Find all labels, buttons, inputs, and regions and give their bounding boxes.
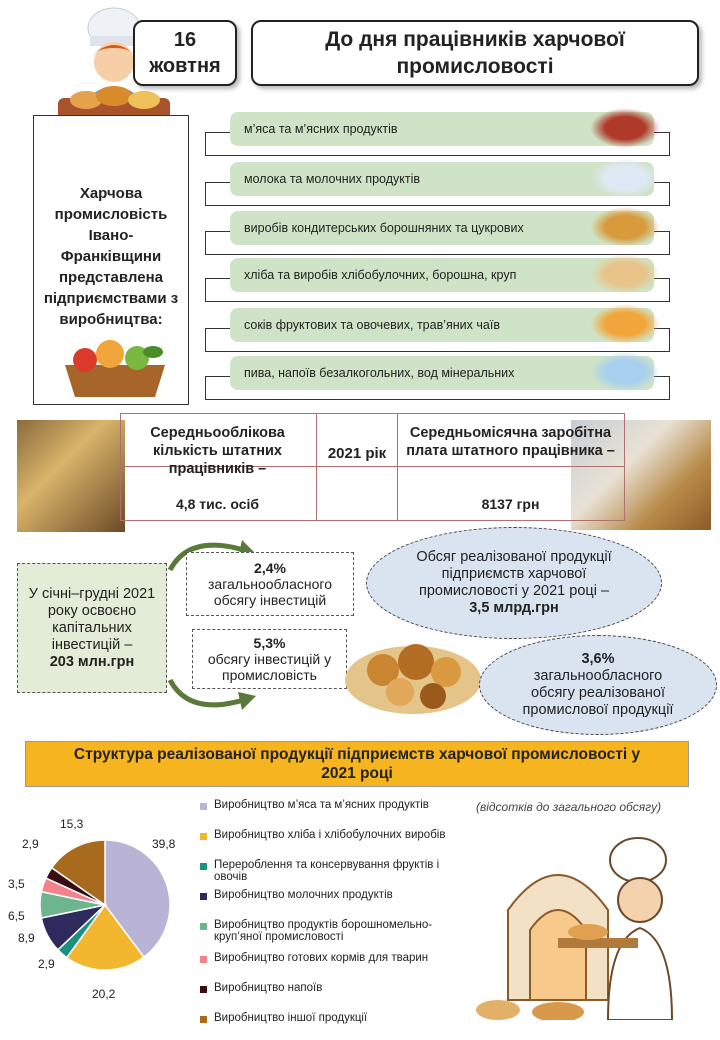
product-row-label: виробів кондитерських борошняних та цукрових: [230, 211, 654, 245]
legend-label: Виробництво іншої продукції: [214, 1012, 368, 1024]
share-industry-text: обсягу інвестицій у промисловість: [207, 651, 332, 683]
capital-investments-box: [17, 563, 167, 693]
structure-title: Структура реалізованої продукції підприємств харчової промисловості у 2021 році: [25, 741, 689, 787]
pie-label: 2,9: [22, 837, 39, 851]
structure-note: (відсотків до загального обсягу): [476, 800, 662, 814]
sales-share-oval: [479, 635, 717, 735]
structure-pie-chart: [0, 800, 200, 1020]
product-row-label: м’яса та м’ясних продуктів: [230, 112, 654, 146]
legend-swatch: [200, 803, 207, 810]
legend-swatch: [200, 1016, 207, 1023]
legend-item: [200, 829, 470, 841]
sales-share-pct: 3,6%: [581, 651, 615, 667]
investments-text: У січні–грудні 2021 року освоєно капітальних інвестицій –: [28, 585, 156, 653]
pie-label: 6,5: [8, 909, 25, 923]
legend-label: Виробництво м’яса та м’ясних продуктів: [214, 799, 429, 811]
legend-swatch: [200, 893, 207, 900]
share-total-box: [186, 552, 354, 616]
product-row-label: пива, напоїв безалкогольних, вод мінеральних: [230, 356, 654, 390]
product-row-label: соків фруктових та овочевих, трав’яних чаїв: [230, 308, 654, 342]
vegetable-basket-illustration: [55, 330, 175, 400]
pie-label: 20,2: [92, 987, 116, 1001]
salary-value: 8137 грн: [481, 496, 540, 512]
legend-swatch: [200, 986, 207, 993]
share-total-text: загальнообласного обсягу інвестицій: [207, 576, 332, 608]
date-month: жовтня: [149, 55, 221, 77]
left-panel-text: Харчова промисловість Івано-Франківщини представлена підприємствами з виробництва:: [43, 185, 179, 328]
date-day: 16: [173, 29, 197, 51]
legend-item: [200, 1012, 470, 1024]
sales-volume-value: 3,5 млрд.грн: [469, 600, 559, 616]
investments-value: 203 млн.грн: [49, 653, 135, 670]
sales-volume-text: Обсяг реалізованої продукції підприємств харчової промисловості у 2021 році –: [416, 549, 612, 599]
salary-label: Середньомісячна заробітна плата штатного працівника –: [406, 425, 615, 459]
stats-table: [120, 413, 625, 521]
legend-item: [200, 982, 470, 994]
pie-label: 39,8: [152, 837, 176, 851]
product-image: [590, 304, 660, 344]
share-total-pct: 2,4%: [254, 560, 286, 576]
legend-label: Виробництво напоїв: [214, 982, 323, 994]
sales-volume-oval: [366, 527, 662, 639]
legend-label: Виробництво хліба і хлібобулочних виробів: [214, 829, 446, 841]
employees-label: Середньооблікова кількість штатних працівників –: [150, 425, 285, 477]
product-image: [590, 352, 660, 392]
legend-swatch: [200, 833, 207, 840]
legend-label: Виробництво готових кормів для тварин: [214, 952, 429, 964]
year-label: 2021 рік: [327, 445, 387, 462]
legend-swatch: [200, 923, 207, 930]
pie-label: 8,9: [18, 931, 35, 945]
product-image: [590, 254, 660, 294]
baker-illustration: [468, 820, 708, 1020]
share-industry-pct: 5,3%: [253, 635, 286, 651]
legend-label: Перероблення та консервування фруктів і овочів: [214, 859, 440, 883]
product-image: [590, 207, 660, 247]
employees-value: 4,8 тис. осіб: [175, 496, 260, 512]
product-row-label: хліба та виробів хлібобулочних, борошна, круп: [230, 258, 654, 292]
pie-label: 15,3: [60, 817, 84, 831]
pie-label: 3,5: [8, 877, 25, 891]
legend-label: Виробництво продуктів борошномельно-круп’яної промисловості: [214, 919, 433, 943]
legend-swatch: [200, 956, 207, 963]
bakery-worker-photo: [17, 420, 125, 532]
legend-item: [200, 919, 470, 943]
legend-item: [200, 799, 470, 811]
product-image: [590, 158, 660, 198]
product-image: [590, 108, 660, 148]
page-title: До дня працівників харчової промисловості: [251, 20, 699, 86]
legend-item: [200, 952, 470, 964]
share-industry-box: [192, 629, 347, 689]
pie-label: 2,9: [38, 957, 55, 971]
legend-label: Виробництво молочних продуктів: [214, 889, 393, 901]
legend-item: [200, 889, 470, 901]
legend-item: [200, 859, 470, 883]
date-box: [133, 20, 237, 86]
product-row-label: молока та молочних продуктів: [230, 162, 654, 196]
legend-swatch: [200, 863, 207, 870]
sales-share-text: загальнообласного обсягу реалізованої промислової продукції: [522, 668, 674, 718]
